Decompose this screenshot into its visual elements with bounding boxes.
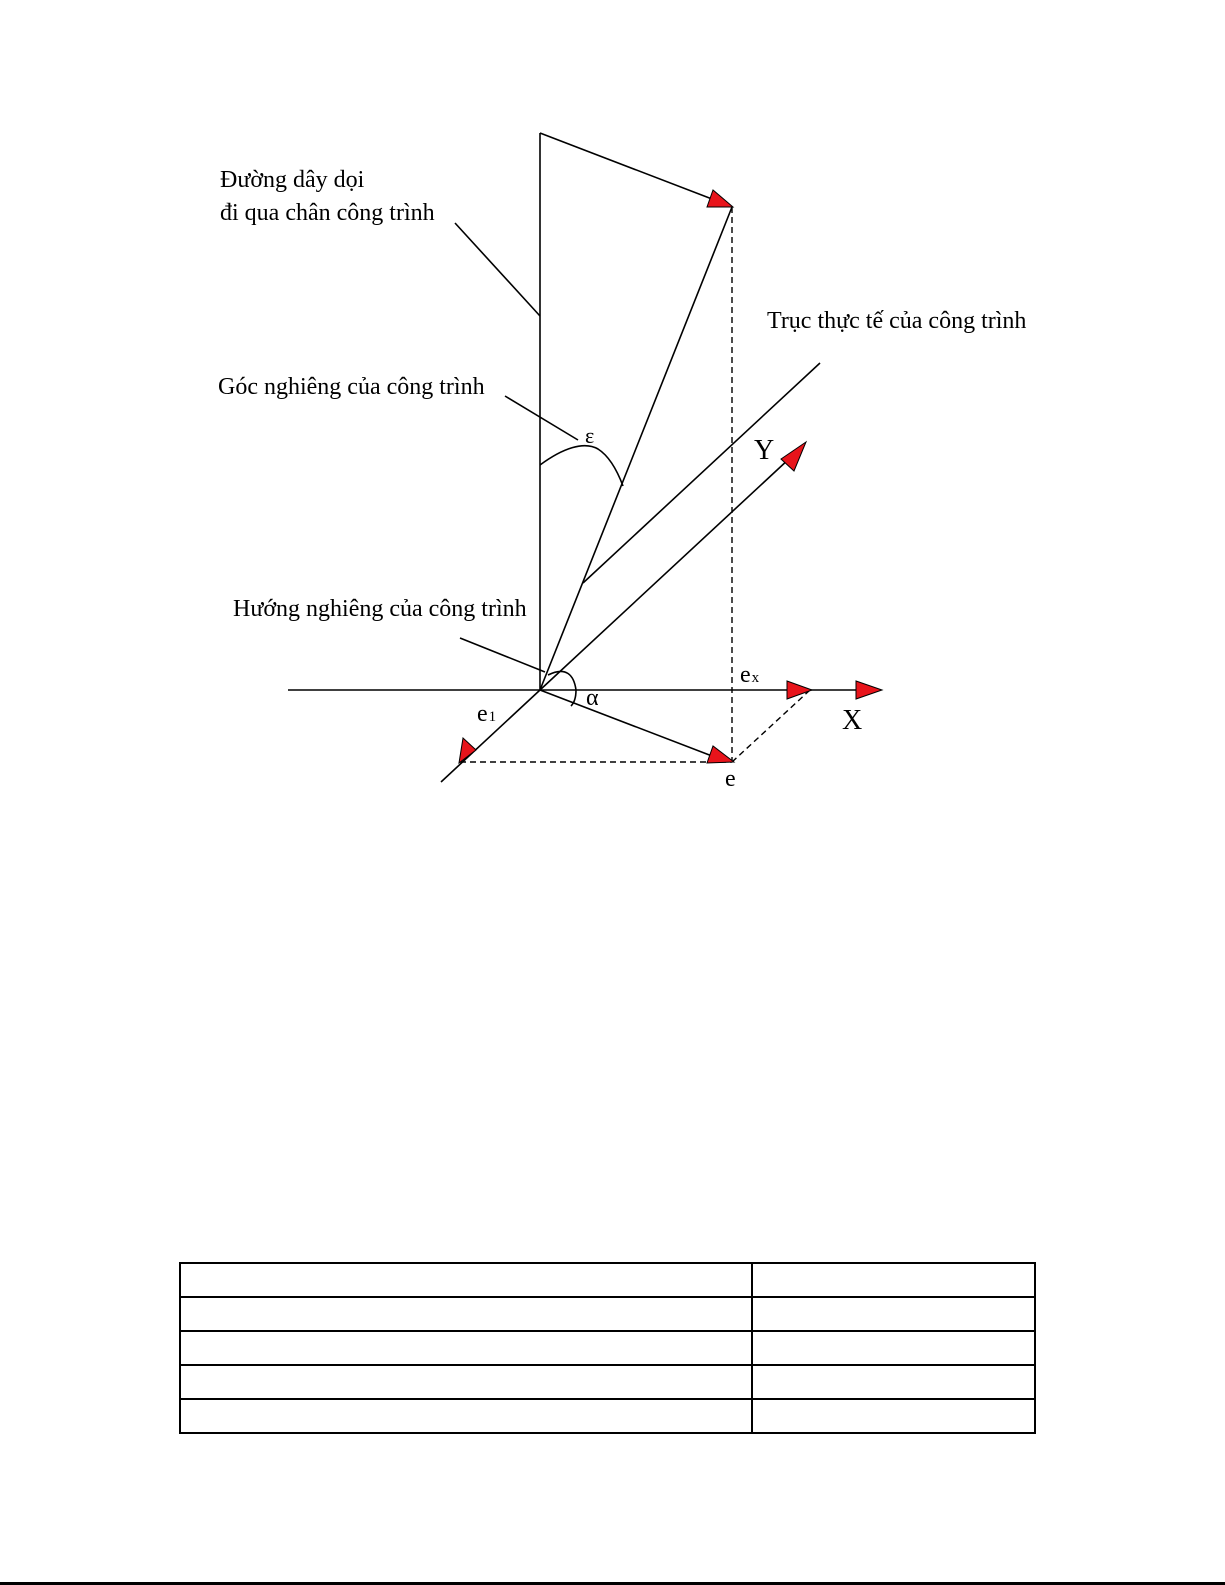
table-cell [180, 1331, 752, 1365]
table-cell [752, 1365, 1035, 1399]
actual-axis-leader [583, 363, 820, 583]
epsilon-arc [540, 446, 623, 486]
plumb-line-label-2: đi qua chân công trình [220, 200, 435, 226]
alpha-arc [548, 671, 576, 706]
table-cell [180, 1365, 752, 1399]
table-cell [180, 1263, 752, 1297]
e-arrowhead [707, 746, 734, 763]
table-row [180, 1331, 1035, 1365]
table-cell [752, 1331, 1035, 1365]
tilt-direction-leader [460, 638, 545, 672]
actual-axis-label: Trục thực tế của công trình [767, 308, 1027, 334]
table-cell [752, 1297, 1035, 1331]
table-row [180, 1263, 1035, 1297]
ex-label: ex [740, 662, 760, 688]
epsilon-label: ε [585, 423, 595, 448]
table-cell [752, 1399, 1035, 1433]
table-row [180, 1365, 1035, 1399]
e-vector-line [540, 690, 712, 756]
x-arrowhead-ex [787, 681, 812, 699]
plumb-line-leader [455, 223, 540, 316]
top-offset-arrow-line [540, 133, 712, 199]
y-axis-line [540, 458, 790, 690]
e1-arrowhead [459, 738, 476, 763]
tilt-direction-label: Hướng nghiêng của công trình [233, 596, 527, 622]
y-arrowhead [781, 442, 806, 471]
e-label: e [725, 766, 736, 792]
alpha-label: α [586, 685, 599, 711]
tilt-angle-label: Góc nghiêng của công trình [218, 374, 485, 400]
x-axis-label: X [842, 705, 863, 736]
table-row [180, 1399, 1035, 1433]
table-cell [180, 1297, 752, 1331]
e1-label: e1 [477, 701, 497, 727]
e1-vector-line [441, 690, 540, 782]
x-arrowhead-end [856, 681, 882, 699]
table-row [180, 1297, 1035, 1331]
top-arrowhead [707, 190, 733, 207]
table-cell [752, 1263, 1035, 1297]
dashed-diagonal [732, 690, 810, 762]
table-cell [180, 1399, 752, 1433]
plumb-line-label-1: Đường dây dọi [220, 167, 365, 193]
empty-data-table [179, 1262, 1036, 1434]
tilt-angle-leader [505, 396, 578, 440]
y-axis-label: Y [754, 435, 775, 466]
